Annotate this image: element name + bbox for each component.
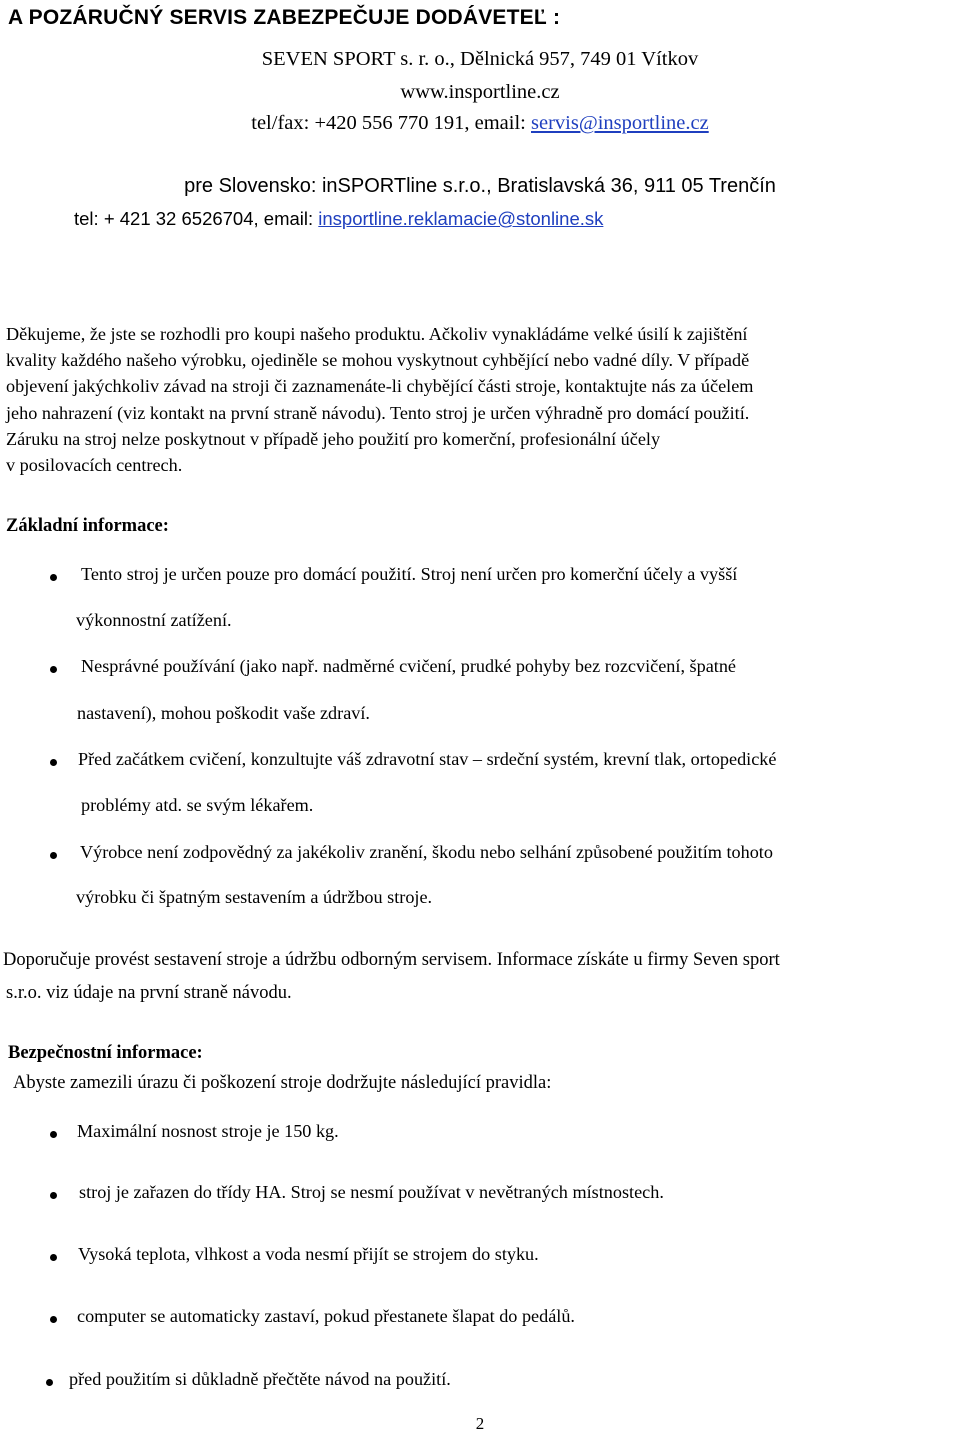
- page-title: A POZÁRUČNÝ SERVIS ZABEZPEČUJE DODÁVETEĽ :: [8, 6, 561, 29]
- list-item-text: Maximální nosnost stroje je 150 kg.: [77, 1121, 339, 1141]
- list-item-text: Tento stroj je určen pouze pro domácí použití. Stroj není určen pro komerční účely a vyšší: [81, 564, 738, 584]
- cz-contact-label: tel/fax: +420 556 770 191, email:: [251, 112, 531, 134]
- bullet-icon: [50, 852, 57, 859]
- bullet-icon: [50, 1131, 57, 1138]
- list-item-text: Před začátkem cvičení, konzultujte váš zdravotní stav – srdeční systém, krevní tlak, ortopedické: [78, 749, 777, 769]
- intro-line: kvality každého našeho výrobku, ojediněle se mohou vyskytnout cyhbějící nebo vadné díly. V případě: [6, 350, 750, 370]
- bullet-icon: [50, 1316, 57, 1323]
- sk-contact-label: tel: + 421 32 6526704, email:: [74, 208, 319, 229]
- list-item-text: nastavení), mohou poškodit vaše zdraví.: [77, 703, 370, 723]
- bullet-icon: [46, 1379, 53, 1386]
- safety-heading: Bezpečnostní informace:: [8, 1043, 203, 1063]
- list-item-text: Výrobce není zodpovědný za jakékoliv zranění, škodu nebo selhání způsobené použitím tohoto: [80, 842, 773, 862]
- bullet-icon: [50, 1192, 57, 1199]
- intro-line: Záruku na stroj nelze poskytnout v případě jeho použití pro komerční, profesionální účely: [6, 429, 661, 449]
- intro-line: Děkujeme, že jste se rozhodli pro koupi našeho produktu. Ačkoliv vynakládáme velké úsilí k zajištění: [6, 324, 748, 344]
- sk-email-link[interactable]: insportline.reklamacie@stonline.sk: [318, 208, 604, 229]
- page-number: 2: [475, 1414, 485, 1433]
- safety-intro: Abyste zamezili úrazu či poškození stroje dodržujte následující pravidla:: [13, 1073, 552, 1093]
- bullet-icon: [50, 574, 57, 581]
- recommendation-line: Doporučuje provést sestavení stroje a údržbu odborným servisem. Informace získáte u firmy Seven sport: [3, 950, 780, 970]
- list-item-text: problémy atd. se svým lékařem.: [81, 795, 314, 815]
- list-item-text: stroj je zařazen do třídy HA. Stroj se nesmí používat v nevětraných místnostech.: [79, 1182, 664, 1202]
- list-item-text: computer se automaticky zastaví, pokud přestanete šlapat do pedálů.: [77, 1306, 575, 1326]
- bullet-icon: [50, 1254, 57, 1261]
- basic-info-heading: Základní informace:: [6, 516, 169, 536]
- bullet-icon: [50, 759, 57, 766]
- list-item-text: výrobku či špatným sestavením a údržbou stroje.: [76, 887, 433, 907]
- intro-line: v posilovacích centrech.: [6, 455, 183, 475]
- sk-company-address: pre Slovensko: inSPORTline s.r.o., Bratislavská 36, 911 05 Trenčín: [184, 175, 776, 197]
- cz-website: www.insportline.cz: [400, 81, 560, 103]
- recommendation-line: s.r.o. viz údaje na první straně návodu.: [6, 983, 292, 1003]
- list-item-text: výkonnostní zatížení.: [76, 610, 232, 630]
- cz-email-link[interactable]: servis@insportline.cz: [531, 112, 709, 134]
- list-item-text: Nesprávné používání (jako např. nadměrné cvičení, prudké pohyby bez rozcvičení, špatné: [81, 656, 736, 676]
- intro-line: objevení jakýchkoliv závad na stroji či zaznamenáte-li chybějící části stroje, kontaktujte nás za účelem: [6, 376, 754, 396]
- cz-company-address: SEVEN SPORT s. r. o., Dělnická 957, 749 01 Vítkov: [261, 48, 699, 70]
- list-item-text: Vysoká teplota, vlhkost a voda nesmí přijít se strojem do styku.: [78, 1244, 539, 1264]
- bullet-icon: [50, 666, 57, 673]
- sk-contact-line: [74, 208, 603, 230]
- list-item-text: před použitím si důkladně přečtěte návod na použití.: [69, 1369, 451, 1389]
- cz-contact-line: [0, 112, 960, 135]
- intro-line: jeho nahrazení (viz kontakt na první straně návodu). Tento stroj je určen výhradně pro domácí použití.: [6, 403, 750, 423]
